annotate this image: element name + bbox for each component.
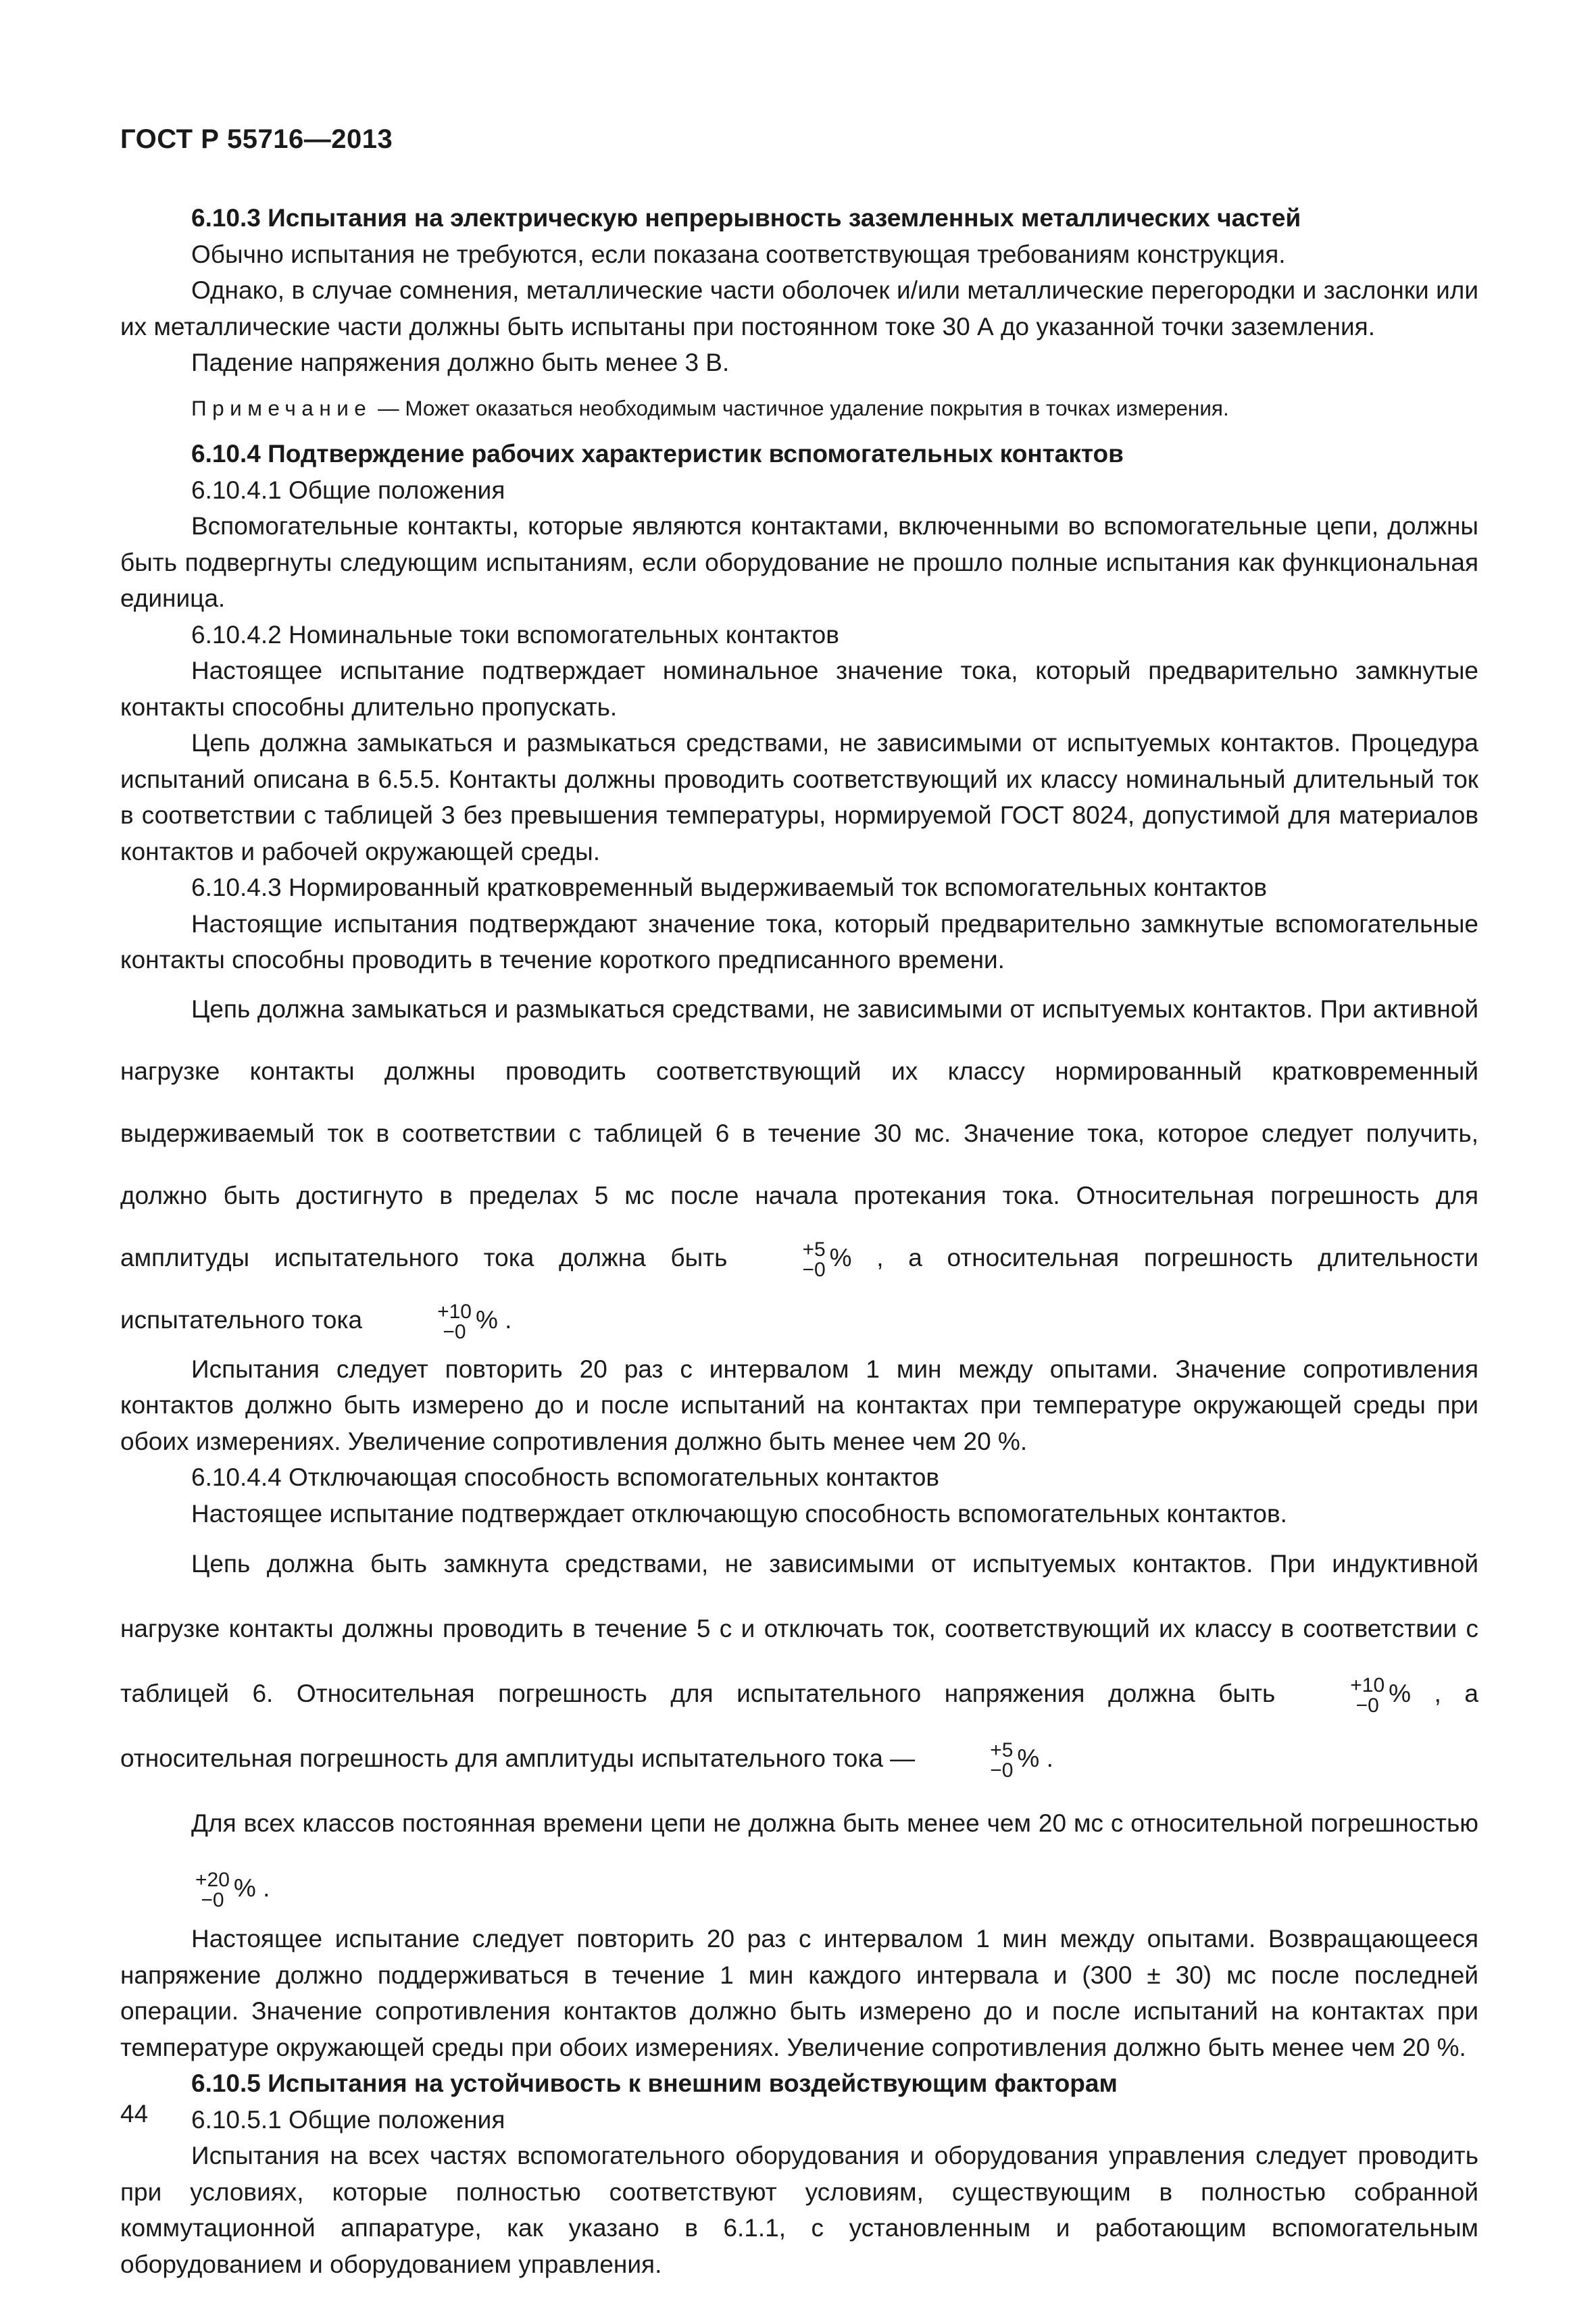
section-heading-6-10-3: 6.10.3 Испытания на электрическую непрерывность заземленных металлических частей — [191, 204, 1301, 232]
paragraph-with-tolerances — [120, 1532, 1478, 1791]
paragraph-text: % . — [233, 1874, 270, 1902]
paragraph-text: % . — [1017, 1744, 1053, 1772]
paragraph-with-tolerances — [120, 978, 1478, 1351]
note — [120, 391, 1478, 427]
note-text: — Может оказаться необходимым частичное удаление покрытия в точках измерения. — [372, 395, 1229, 420]
subsection-heading: 6.10.4.4 Отключающая способность вспомогательных контактов — [191, 1463, 940, 1491]
subsection-heading: 6.10.4.3 Нормированный кратковременный выдерживаемый ток вспомогательных контактов — [191, 874, 1268, 901]
paragraph: Однако, в случае сомнения, металлические части оболочек и/или металлические перегородки и заслонки или их металлические части должны быть испытаны при постоянном токе 30 А до указанной точки заземления. — [120, 276, 1478, 341]
document-header: ГОСТ Р 55716—2013 — [120, 124, 393, 154]
document-body — [120, 200, 1478, 2282]
tolerance-value: +10 −0 — [1350, 1674, 1385, 1717]
paragraph-text: % . — [475, 1305, 512, 1334]
paragraph: Настоящее испытание следует повторить 20 раз с интервалом 1 мин между опытами. Возвращающееся напряжение должно поддерживаться в течение 1 мин каждого интервала и (300 ± 30) мс после последней операции. Значение сопротивления контактов должно быть измерено до и после испытаний на контактах при температуре окружающей среды при обоих измерениях. Увеличение сопротивления должно быть менее чем 20 %. — [120, 1925, 1478, 2061]
paragraph: Цепь должна замыкаться и размыкаться средствами, не зависимыми от испытуемых контактов. Процедура испытаний описана в 6.5.5. Контакты должны проводить соответствующий их классу номинальный длительный ток в соответствии с таблицей 3 без превышения температуры, нормируемой ГОСТ 8024, допустимой для материалов контактов и рабочей окружающей среды. — [120, 729, 1478, 865]
paragraph: Обычно испытания не требуются, если показана соответствующая требованиям конструкция. — [191, 240, 1286, 268]
paragraph: Настоящие испытания подтверждают значение тока, который предварительно замкнутые вспомогательные контакты способны проводить в течение короткого предписанного времени. — [120, 909, 1478, 974]
paragraph-with-tolerances — [120, 1791, 1478, 1921]
paragraph: Испытания следует повторить 20 раз с интервалом 1 мин между опытами. Значение сопротивления контактов должно быть измерено до и после испытаний на контактах при температуре окружающей среды при обоих измерениях. Увеличение сопротивления должно быть менее чем 20 %. — [120, 1355, 1478, 1455]
tolerance-value: +5 −0 — [990, 1739, 1014, 1782]
subsection-heading: 6.10.4.2 Номинальные токи вспомогательных контактов — [191, 620, 839, 649]
subsection-heading: 6.10.5.1 Общие положения — [191, 2105, 505, 2134]
note-label: Примечание — [191, 395, 372, 420]
tolerance-value: +20 −0 — [195, 1869, 230, 1911]
paragraph-text: Для всех классов постоянная времени цепи не должна быть менее чем 20 мс с относительной погрешностью — [191, 1809, 1478, 1837]
paragraph: Падение напряжения должно быть менее 3 В. — [191, 349, 730, 376]
section-heading-6-10-5: 6.10.5 Испытания на устойчивость к внешним воздействующим факторам — [191, 2069, 1118, 2097]
tolerance-value: +5 −0 — [802, 1238, 826, 1281]
paragraph-text: % , а относительная погрешность для амплитуды испытательного тока — — [120, 1680, 1479, 1772]
paragraph-text: Цепь должна быть замкнута средствами, не зависимыми от испытуемых контактов. При индуктивной нагрузке контакты должны проводить в течение 5 с и отключать ток, соответствующий их классу в соответствии с таблицей 6. Относительная погрешность для испытательного напряжения должна быть — [120, 1550, 1478, 1707]
paragraph-text: Цепь должна замыкаться и размыкаться средствами, не зависимыми от испытуемых контактов. При активной нагрузке контакты должны проводить соответствующий их классу нормированный кратковременный выдерживаемый ток в соответствии с таблицей 6 в течение 30 мс. Значение тока, которое следует получить, должно быть достигнуто в пределах 5 мс после начала протекания тока. Относительная погрешность для амплитуды испытательного тока должна быть — [120, 995, 1478, 1272]
paragraph: Вспомогательные контакты, которые являются контактами, включенными во вспомогательные цепи, должны быть подвергнуты следующим испытаниям, если оборудование не прошло полные испытания как функциональная единица. — [120, 512, 1478, 612]
subsection-heading: 6.10.4.1 Общие положения — [191, 476, 505, 504]
section-heading-6-10-4: 6.10.4 Подтверждение рабочих характеристик вспомогательных контактов — [191, 440, 1124, 468]
paragraph: Настоящее испытание подтверждает номинальное значение тока, который предварительно замкнутые контакты способны длительно пропускать. — [120, 657, 1478, 721]
page-number: 44 — [120, 2100, 149, 2128]
tolerance-value: +10 −0 — [437, 1300, 472, 1343]
paragraph: Испытания на всех частях вспомогательного оборудования и оборудования управления следует проводить при условиях, которые полностью соответствуют условиям, существующим в полностью собранной коммутационной аппаратуре, как указано в 6.1.1, с установленным и работающим вспомогательным оборудованием и оборудованием управления. — [120, 2142, 1478, 2278]
paragraph: Настоящее испытание подтверждает отключающую способность вспомогательных контактов. — [191, 1499, 1287, 1528]
paragraph-text: % , а относительная погрешность длительности испытательного тока — [120, 1243, 1478, 1334]
